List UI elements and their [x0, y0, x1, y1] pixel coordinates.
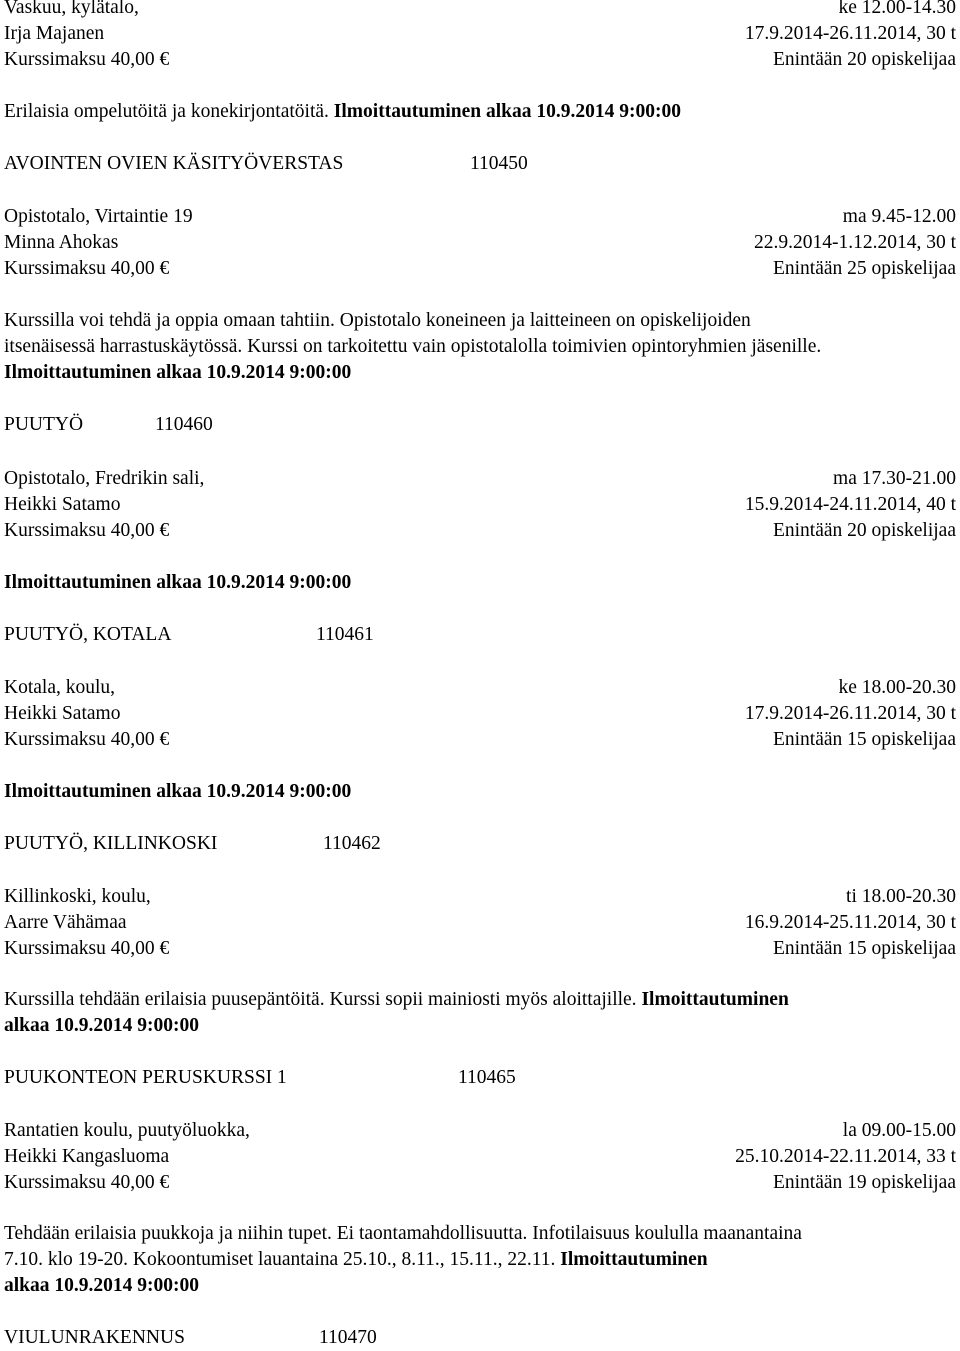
- course-name: PUUTYÖ, KILLINKOSKI: [4, 833, 218, 854]
- schedule: ke 18.00-20.30: [838, 677, 956, 698]
- course-code: 110461: [316, 624, 374, 645]
- location: Rantatien koulu, puutyöluokka,: [4, 1120, 250, 1141]
- schedule: ke 12.00-14.30: [838, 0, 956, 18]
- info-row: [4, 21, 956, 47]
- registration-info: alkaa 10.9.2014 9:00:00: [4, 1015, 199, 1036]
- course-name: PUUTYÖ: [4, 414, 84, 435]
- fee: Kurssimaksu 40,00 €: [4, 520, 170, 541]
- course-title: [4, 1065, 516, 1091]
- course-title: [4, 831, 381, 857]
- description-text: Kurssilla voi tehdä ja oppia omaan tahtiin. Opistotalo koneineen ja laitteineen on opiskelijoiden: [4, 310, 751, 331]
- location: Killinkoski, koulu,: [4, 886, 151, 907]
- registration-info: Ilmoittautuminen alkaa 10.9.2014 9:00:00: [4, 781, 352, 802]
- info-row: [4, 936, 956, 962]
- fee: Kurssimaksu 40,00 €: [4, 49, 170, 70]
- teacher: Heikki Satamo: [4, 703, 121, 724]
- description-text: Tehdään erilaisia puukkoja ja niihin tupet. Ei taontamahdollisuutta. Infotilaisuus koululla maanantaina: [4, 1223, 802, 1244]
- registration-info: Ilmoittautuminen alkaa 10.9.2014 9:00:00: [333, 101, 682, 122]
- fee: Kurssimaksu 40,00 €: [4, 729, 170, 750]
- description-text: itsenäisessä harrastuskäytössä. Kurssi on tarkoitettu vain opistotalolla toimivien opintoryhmien jäsenille.: [4, 336, 822, 357]
- location: Opistotalo, Fredrikin sali,: [4, 468, 205, 489]
- dates-hours: 22.9.2014-1.12.2014, 30 t: [753, 232, 956, 253]
- course-description: [4, 1221, 956, 1299]
- location: Kotala, koulu,: [4, 677, 116, 698]
- course-code: 110465: [458, 1067, 516, 1088]
- course-code: 110450: [470, 153, 528, 174]
- registration-info: Ilmoittautuminen alkaa 10.9.2014 9:00:00: [4, 572, 352, 593]
- course-name: PUUKONTEON PERUSKURSSI 1: [4, 1067, 287, 1088]
- registration-info: alkaa 10.9.2014 9:00:00: [4, 1275, 199, 1296]
- course-info-block: [4, 204, 956, 282]
- max-students: Enintään 19 opiskelijaa: [772, 1172, 956, 1193]
- fee: Kurssimaksu 40,00 €: [4, 258, 170, 279]
- course-title: [4, 151, 528, 177]
- info-row: [4, 1170, 956, 1196]
- max-students: Enintään 15 opiskelijaa: [772, 938, 956, 959]
- course-name: VIULUNRAKENNUS: [4, 1327, 185, 1348]
- dates-hours: 25.10.2014-22.11.2014, 33 t: [735, 1146, 956, 1167]
- description-text: 7.10. klo 19-20. Kokoontumiset lauantaina 25.10., 8.11., 15.11., 22.11.: [4, 1249, 556, 1270]
- course-info-block: [4, 0, 956, 73]
- info-row: [4, 230, 956, 256]
- info-row: [4, 492, 956, 518]
- info-row: [4, 256, 956, 282]
- course-info-block: [4, 884, 956, 962]
- info-row: [4, 727, 956, 753]
- info-row: [4, 518, 956, 544]
- info-row: [4, 910, 956, 936]
- registration-info: Ilmoittautuminen: [641, 989, 789, 1010]
- fee: Kurssimaksu 40,00 €: [4, 938, 170, 959]
- course-description: [4, 308, 956, 386]
- location: Opistotalo, Virtaintie 19: [4, 206, 193, 227]
- schedule: la 09.00-15.00: [842, 1120, 956, 1141]
- course-title: [4, 412, 213, 438]
- dates-hours: 17.9.2014-26.11.2014, 30 t: [744, 703, 956, 724]
- fee: Kurssimaksu 40,00 €: [4, 1172, 170, 1193]
- info-row: [4, 0, 956, 21]
- location: Vaskuu, kylätalo,: [4, 0, 139, 18]
- schedule: ma 17.30-21.00: [833, 468, 956, 489]
- teacher: Minna Ahokas: [4, 232, 119, 253]
- course-name: PUUTYÖ, KOTALA: [4, 624, 172, 645]
- registration-info: Ilmoittautuminen: [560, 1249, 708, 1270]
- course-title: [4, 622, 374, 648]
- schedule: ti 18.00-20.30: [846, 886, 956, 907]
- registration-info: Ilmoittautuminen alkaa 10.9.2014 9:00:00: [4, 362, 352, 383]
- max-students: Enintään 20 opiskelijaa: [772, 520, 956, 541]
- description-text: Kurssilla tehdään erilaisia puusepäntöitä. Kurssi sopii mainiosti myös aloittajille.: [4, 989, 637, 1010]
- course-code: 110470: [319, 1327, 377, 1348]
- description-text: Erilaisia ompelutöitä ja konekirjontatöitä.: [4, 101, 329, 122]
- info-row: [4, 701, 956, 727]
- info-row: [4, 47, 956, 73]
- course-code: 110460: [155, 414, 213, 435]
- info-row: [4, 1144, 956, 1170]
- info-row: [4, 675, 956, 701]
- course-name: AVOINTEN OVIEN KÄSITYÖVERSTAS: [4, 153, 344, 174]
- course-description: [4, 99, 956, 125]
- course-description: [4, 779, 956, 805]
- teacher: Heikki Satamo: [4, 494, 121, 515]
- course-code: 110462: [323, 833, 381, 854]
- course-description: [4, 570, 956, 596]
- course-title: [4, 1325, 377, 1351]
- max-students: Enintään 15 opiskelijaa: [772, 729, 956, 750]
- course-description: [4, 987, 956, 1039]
- dates-hours: 17.9.2014-26.11.2014, 30 t: [744, 23, 956, 44]
- dates-hours: 16.9.2014-25.11.2014, 30 t: [744, 912, 956, 933]
- course-info-block: [4, 1118, 956, 1196]
- teacher: Irja Majanen: [4, 23, 105, 44]
- teacher: Heikki Kangasluoma: [4, 1146, 170, 1167]
- max-students: Enintään 20 opiskelijaa: [772, 49, 956, 70]
- info-row: [4, 884, 956, 910]
- course-info-block: [4, 466, 956, 544]
- teacher: Aarre Vähämaa: [4, 912, 127, 933]
- info-row: [4, 204, 956, 230]
- dates-hours: 15.9.2014-24.11.2014, 40 t: [744, 494, 956, 515]
- info-row: [4, 466, 956, 492]
- course-info-block: [4, 675, 956, 753]
- info-row: [4, 1118, 956, 1144]
- max-students: Enintään 25 opiskelijaa: [772, 258, 956, 279]
- schedule: ma 9.45-12.00: [842, 206, 956, 227]
